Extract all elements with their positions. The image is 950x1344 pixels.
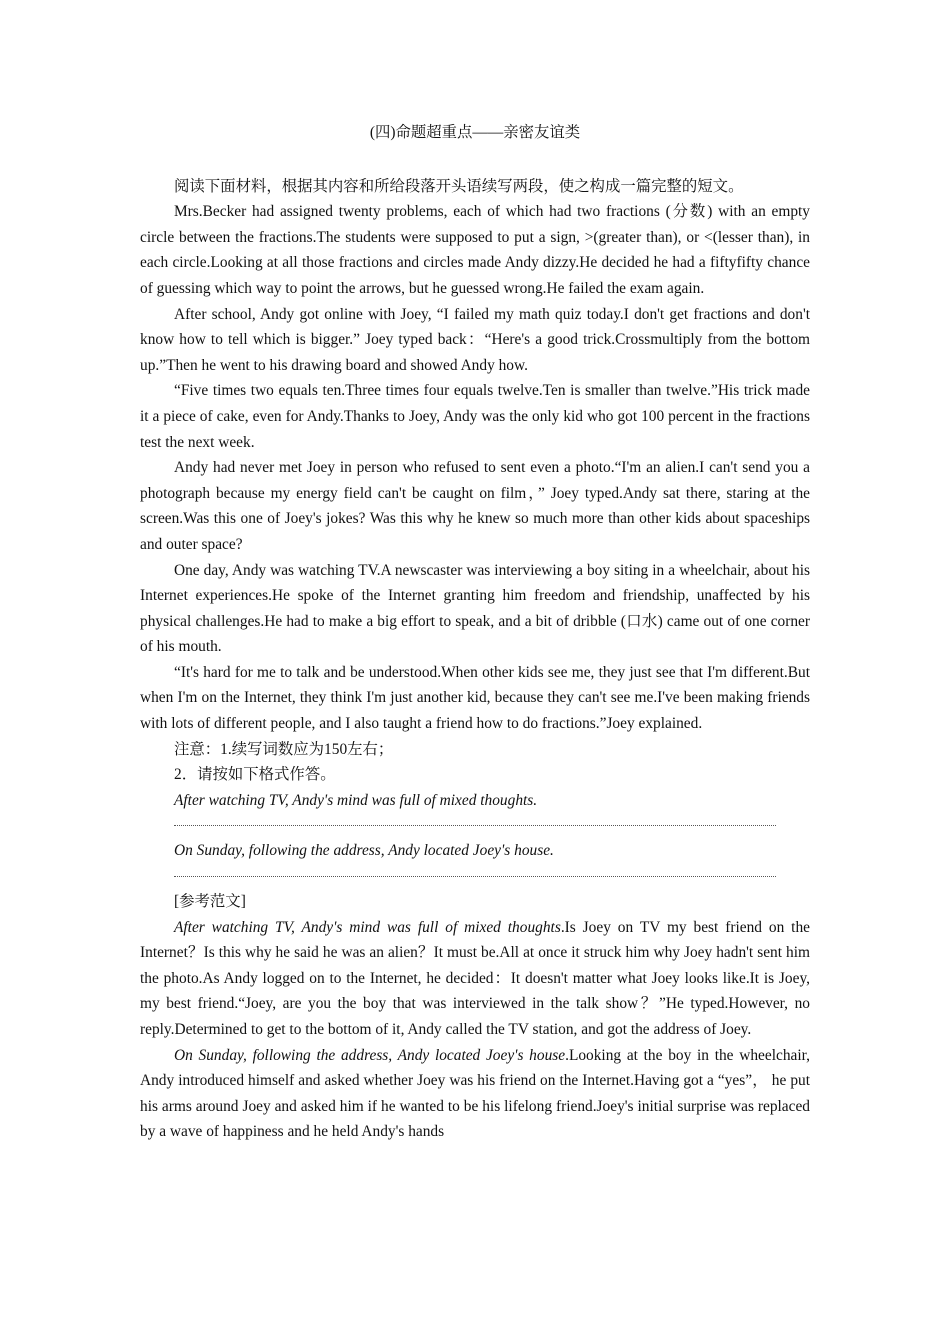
writing-line-2 bbox=[174, 876, 776, 877]
prompt-2-text: On Sunday, following the address, Andy located Joey's house. bbox=[174, 842, 554, 860]
answer-2-lead: On Sunday, following the address, Andy located Joey's house bbox=[174, 1046, 566, 1064]
answer-2-body: .Looking at the boy in the wheelchair, Andy introduced himself and asked whether Joey was his friend on the Internet.Having got a “yes”， he put his arms around Joey and asked him if he wanted to be his lifelong friend.Joey's initial surprise was replaced by a wave of happiness and he held Andy's hands bbox=[140, 1046, 810, 1141]
writing-line-1 bbox=[174, 825, 776, 826]
story-paragraph-2: After school, Andy got online with Joey, “I failed my math quiz today.I don't get fractions and don't know how to tell which is bigger.” Joey typed back：“Here's a good trick.Crossmultiply from the bottom up.”Then he went to his drawing board and showed Andy how. bbox=[140, 305, 810, 374]
document-page bbox=[140, 120, 810, 1145]
answer-paragraph-1 bbox=[140, 915, 810, 1043]
document-title: (四)命题超重点——亲密友谊类 bbox=[369, 124, 581, 141]
story-paragraph-1: Mrs.Becker had assigned twenty problems, each of which had two fractions (分数) with an empty circle between the fractions.The students were supposed to put a sign, >(greater than), or <(lesser than), in each circle.Looking at all those fractions and circles made Andy dizzy.He decided he had a fiftyfifty chance of guessing which way to point the arrows, but he guessed wrong.He failed the exam again. bbox=[140, 203, 810, 297]
reference-label: [参考范文] bbox=[174, 893, 246, 911]
note-word-count: 注意：1.续写词数应为150左右； bbox=[174, 740, 394, 758]
instruction-text: 阅读下面材料，根据其内容和所给段落开头语续写两段，使之构成一篇完整的短文。 bbox=[174, 177, 744, 195]
prompt-1-text: After watching TV, Andy's mind was full of mixed thoughts. bbox=[174, 791, 538, 809]
story-paragraph-3: “Five times two equals ten.Three times four equals twelve.Ten is smaller than twelve.”His trick made it a piece of cake, even for Andy.Thanks to Joey, Andy was the only kid who got 100 percent in the fractions test the next week. bbox=[140, 382, 810, 451]
answer-paragraph-2 bbox=[140, 1043, 810, 1145]
answer-1-lead: After watching TV, Andy's mind was full of mixed thoughts bbox=[174, 918, 561, 936]
prompt-paragraph-1 bbox=[140, 788, 810, 814]
answer-1-body: .Is Joey on TV my best friend on the Internet？Is this why he said he was an alien？It must be.All at once it struck him why Joey hadn't sent him the photo.As Andy logged on to the Internet, he decided：It doesn't matter what Joey looks like.It is Joey, my best friend.“Joey, are you the boy that was interviewed in the talk show？”He typed.However, no reply.Determined to get to the bottom of it, Andy called the TV station, and got the address of Joey. bbox=[140, 918, 810, 1038]
story-paragraph-4: Andy had never met Joey in person who refused to sent even a photo.“I'm an alien.I can't send you a photograph because my energy field can't be caught on film，” Joey typed.Andy sat there, staring at the screen.Was this one of Joey's jokes? Was this why he knew so much more than other kids about spaceships and outer space? bbox=[140, 459, 810, 553]
story-paragraph-6: “It's hard for me to talk and be understood.When other kids see me, they just see that I'm different.But when I'm on the Internet, they think I'm just another kid, because they can't see me.I've been making friends with lots of different people, and I also taught a friend how to do fractions.”Joey explained. bbox=[140, 663, 810, 733]
prompt-paragraph-2 bbox=[140, 838, 810, 864]
note-format: 2．请按如下格式作答。 bbox=[174, 766, 336, 784]
story-paragraph-5: One day, Andy was watching TV.A newscaster was interviewing a boy siting in a wheelchair, about his Internet experiences.He spoke of the Internet granting him freedom and friendship, unaffected by his physical challenges.He had to make a big effort to speak, and a bit of dribble (口水) came out of one corner of his mouth. bbox=[140, 561, 810, 656]
